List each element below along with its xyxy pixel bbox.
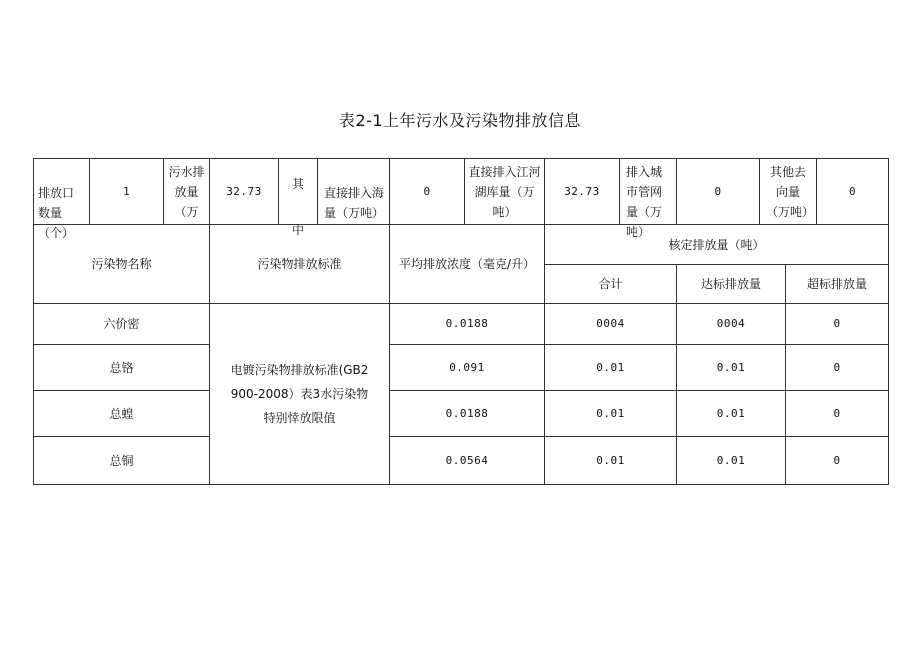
row-exceeding: 0 bbox=[785, 436, 889, 485]
col-avg-concentration: 平均排放浓度（毫克/升） bbox=[389, 224, 545, 304]
row-avg: 0.0188 bbox=[389, 390, 545, 437]
among-label bbox=[278, 158, 318, 237]
other-label-text: 其他去向量（万吨） bbox=[766, 165, 815, 219]
row-total: 0004 bbox=[544, 303, 677, 345]
city-network-value: 0 bbox=[676, 158, 760, 225]
col-approved-amount: 核定排放量（吨） bbox=[544, 224, 889, 265]
row-avg: 0.0564 bbox=[389, 436, 545, 485]
row-compliant: 0.01 bbox=[676, 390, 786, 437]
col-compliant: 达标排放量 bbox=[676, 264, 786, 304]
row-avg: 0.0188 bbox=[389, 303, 545, 345]
row-name: 六价密 bbox=[33, 303, 210, 345]
discharge-label bbox=[163, 158, 210, 225]
discharge-value: 32.73 bbox=[209, 158, 279, 225]
row-exceeding: 0 bbox=[785, 303, 889, 345]
direct-sea-value: 0 bbox=[389, 158, 465, 225]
col-standard: 污染物排放标准 bbox=[209, 224, 390, 304]
outlet-count-value: 1 bbox=[89, 158, 164, 225]
other-value: 0 bbox=[816, 158, 889, 225]
direct-river-label bbox=[464, 158, 545, 225]
col-pollutant-name: 污染物名称 bbox=[33, 224, 210, 304]
row-name: 总铜 bbox=[33, 436, 210, 485]
direct-river-value: 32.73 bbox=[544, 158, 620, 225]
other-label bbox=[759, 158, 817, 225]
city-network-label-text: 排入城市管网量（万吨） bbox=[626, 165, 663, 239]
outlet-count-label-text: 排放口数量（个） bbox=[38, 186, 75, 240]
row-compliant: 0004 bbox=[676, 303, 786, 345]
row-name: 总蝗 bbox=[33, 390, 210, 437]
discharge-label-text: 污水排放量（万 bbox=[168, 165, 205, 219]
row-total: 0.01 bbox=[544, 390, 677, 437]
standard-text: 电镀污染物排放标准(GB2900-2008）表3水污染物特别悻放限值 bbox=[230, 363, 369, 425]
emission-table bbox=[33, 158, 889, 485]
col-exceeding: 超标排放量 bbox=[785, 264, 889, 304]
page-title: 表2-1上年污水及污染物排放信息 bbox=[338, 111, 582, 130]
direct-sea-label bbox=[317, 158, 390, 225]
row-compliant: 0.01 bbox=[676, 344, 786, 391]
outlet-count-label bbox=[33, 158, 90, 240]
row-name: 总铬 bbox=[33, 344, 210, 391]
row-exceeding: 0 bbox=[785, 390, 889, 437]
row-avg: 0.091 bbox=[389, 344, 545, 391]
row-compliant: 0.01 bbox=[676, 436, 786, 485]
row-exceeding: 0 bbox=[785, 344, 889, 391]
row-total: 0.01 bbox=[544, 344, 677, 391]
among-label-text: 其中 bbox=[291, 177, 304, 237]
col-total: 合计 bbox=[544, 264, 677, 304]
row-total: 0.01 bbox=[544, 436, 677, 485]
city-network-label bbox=[619, 158, 677, 239]
direct-river-label-text: 直接排入江河湖库量（万吨） bbox=[468, 165, 541, 219]
standard-cell bbox=[209, 303, 390, 485]
direct-sea-label-text: 直接排入海量（万吨） bbox=[324, 186, 385, 220]
